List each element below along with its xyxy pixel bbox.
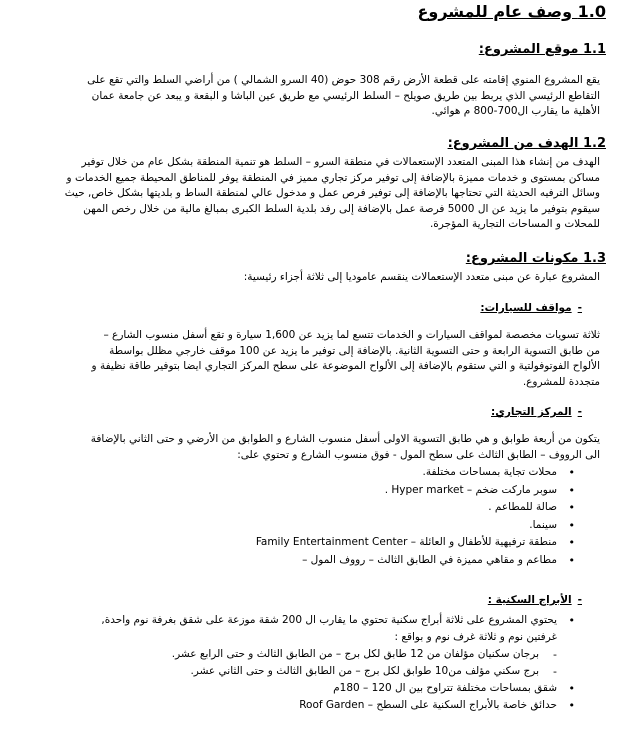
dash-icon: - [553,648,557,661]
list-item: • حدائق خاصة بالأبراج السكنية على السطح – Roof Garden [299,699,575,712]
bullet-icon: • [568,466,575,479]
text-line: الى الرووف – الطابق الثالث على سطح المول - فوق منسوب الشارع و تحتوي على: [237,448,600,461]
text-line: يقع المشروع المنوي إقامته على قطعة الأرض رقم 308 حوض (40 السرو الشمالي ) من أراضي السلط والتي تقع على [87,74,600,86]
page-title: 1.0 وصف عام للمشروع [417,2,606,21]
parking-body [28,328,600,390]
mall-list [35,464,575,569]
text-line: متجددة للمشروع. [522,375,600,388]
list-item: • شقق بمساحات مختلفة تتراوح بين ال 120 – 180م [333,682,575,695]
section-heading-components: 1.3 مكونات المشروع: [465,251,606,266]
mall-body [28,432,600,463]
list-item-nested: - برجان سكنيان مؤلفان من 12 طابق لكل برج – من الطابق الثالث و حتى الرابع عشر. [171,648,557,661]
dash-icon: - [553,665,557,678]
text-line: مساكن بمستوى و خدمات مميزة بالإضافة إلى توفير مركز تجاري مميز في المنطقة يوفر للمناطق المحيطة جميع الخدمات و [66,171,600,184]
subheading-towers: -الأبراج السكنية : [487,594,582,606]
text-line: للمحلات و المساحات التجارية المؤجرة. [429,218,600,230]
subheading-mall: -المركز التجاري: [491,406,582,418]
list-item: • محلات تجاية بمساحات مختلفة. [35,464,575,482]
subheading-parking: -مواقف للسيارات: [480,302,582,314]
bullet-icon: • [568,699,575,712]
list-item: • صالة للمطاعم . [35,499,575,517]
section-body-goal [28,155,600,233]
list-item: • منطقة ترفيهية للأطفال و العائلة – Family Entertainment Center [35,534,575,552]
section-intro: المشروع عبارة عن مبنى متعدد الإستعمالات ينقسم عاموديا إلى ثلاثة أجزاء رئيسية: [243,271,600,283]
bullet-icon: • [568,682,575,695]
bullet-icon: • [568,536,575,549]
text-line: يتكون من أربعة طوابق و هي طابق التسوية الاولى أسفل منسوب الشارع و الطوابق من الأرضي و حتى الثاني بالإضافة [90,433,600,445]
bullet-icon: • [568,518,575,532]
bullet-icon: • [568,614,575,627]
text-line: التقاطع الرئيسي الذي يربط بين طريق صويلح – السلط الرئيسي مع طريق عين الباشا و البقعة و يبعد عن جامعة عمان [91,89,600,102]
text-line: الهدف من إنشاء هذا المبنى المتعدد الإستعمالات في منطقة السرو – السلط هو تنمية المنطقة بشكل عام من خلال توفير [81,156,600,168]
text-line: ثلاثة تسويات مخصصة لمواقف السيارات و الخدمات تتسع لما يزيد عن 1,600 سيارة و تقع أسفل منسوب الشارع – [103,329,600,341]
text-line: الألواح الفوتوفولتية و التي ستقوم بالإضافة إلى الألواح الموضوعة على سطح المركز التجاري ايضا بتوفير طاقة نظيفة و [91,360,600,372]
towers-list [35,612,575,714]
list-item: • يحتوي المشروع على ثلاثة أبراج سكنية تحتوي ما يقارب ال 200 شقة موزعة على شقق بغرفة نوم واحدة, [101,614,575,627]
dash-icon: - [577,302,582,314]
text-line: الأهلية ما يقارب ال700-800 م هوائي. [431,105,600,117]
list-item: • سوبر ماركت ضخم – Hyper market . [35,482,575,500]
list-item: • مطاعم و مقاهي مميزة في الطابق الثالث – رووف المول – [35,552,575,570]
list-item-continued: غرفتين نوم و ثلاثة غرف نوم و بواقع : [394,631,557,643]
list-item-nested: - برج سكني مؤلف من10 طوابق لكل برج – من الطابق الثالث و حتى الثاني عشر. [190,665,557,678]
bullet-icon: • [568,501,575,514]
text-line: وسائل الترفيه الحديثة التي تحتاجها بالإضافة إلى توفير فرص عمل و مدخول عالي لمنطقة الساط و بلديتها بشكل خاص, حيث [64,187,600,199]
text-line: من طابق التسوية الرابعة و حتى التسوية الثانية. بالإضافة إلى توفير ما يزيد عن 100 موقف خارجي مظلل بواسطة [109,344,600,357]
text-line: سيقوم بتوفير ما يزيد عن ال 5000 فرصة عمل بالإضافة إلى رفد بلدية السلط الكبرى بمبالغ مالية من خلال رخص المهن [83,202,600,215]
section-heading-location: 1.1 موقع المشروع: [478,42,606,57]
section-heading-goal: 1.2 الهدف من المشروع: [447,136,606,151]
dash-icon: - [577,406,582,418]
section-body-location [28,73,600,120]
bullet-icon: • [568,553,575,567]
bullet-icon: • [568,483,575,497]
list-item: • سينما. [35,517,575,535]
dash-icon: - [577,594,582,606]
